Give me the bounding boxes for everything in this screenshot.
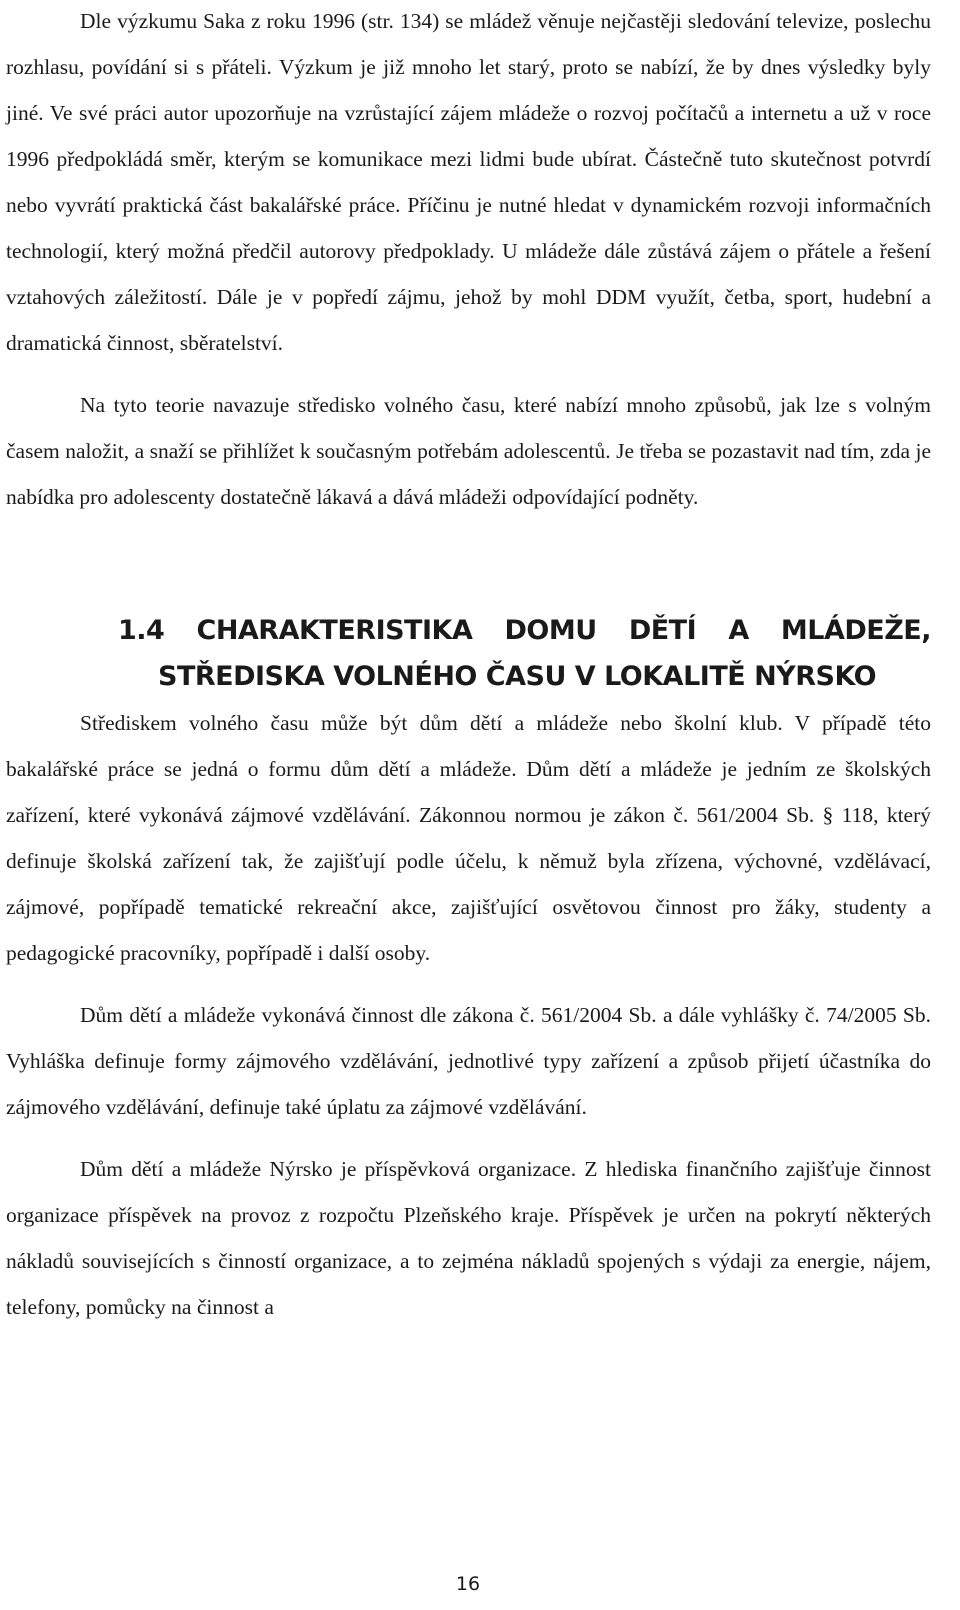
page-number: 16 (455, 1573, 481, 1595)
heading-word: DOMU (504, 615, 597, 646)
section-number: 1.4 (118, 615, 165, 646)
page-content (6, 0, 931, 1330)
paragraph-ddm-legislation: Dům dětí a mládeže vykonává činnost dle zákona č. 561/2004 Sb. a dále vyhlášky č. 74/2005 Sb. Vyhláška definuje formy zájmového vzdělávání, jednotlivé typy zařízení a způsob přijetí účastníka do zájmového vzdělávání, definuje také úplatu za zájmové vzdělávání. (6, 1003, 931, 1119)
paragraph-ddm-financing: Dům dětí a mládeže Nýrsko je příspěvková organizace. Z hlediska finančního zajišťuje činnost organizace příspěvek na provoz z rozpočtu Plzeňského kraje. Příspěvek je určen na pokrytí některých nákladů souvisejících s činností organizace, a to zejména nákladů spojených s výdaji za energie, nájem, telefony, pomůcky na činnost a (6, 1157, 931, 1319)
paragraph-saku-research: Dle výzkumu Saka z roku 1996 (str. 134) se mládež věnuje nejčastěji sledování televize, poslechu rozhlasu, povídání si s přáteli. Výzkum je již mnoho let starý, proto se nabízí, že by dnes výsledky byly jiné. Ve své práci autor upozorňuje na vzrůstající zájem mládeže o rozvoj počítačů a internetu a už v roce 1996 předpokládá směr, kterým se komunikace mezi lidmi bude ubírat. Částečně tuto skutečnost potvrdí nebo vyvrátí praktická část bakalářské práce. Příčinu je nutné hledat v dynamickém rozvoji informačních technologií, který možná předčil autorovy předpoklady. U mládeže dále zůstává zájem o přátele a řešení vztahových záležitostí. Dále je v popředí zájmu, jehož by mohl DDM využít, četba, sport, hudební a dramatická činnost, sběratelství. (6, 9, 931, 355)
section-heading-line1 (6, 608, 931, 654)
heading-word: MLÁDEŽE, (780, 615, 931, 646)
heading-word: DĚTÍ (628, 615, 697, 646)
heading-word: CHARAKTERISTIKA (196, 615, 473, 646)
paragraph-ddm-definition: Střediskem volného času může být dům dětí a mládeže nebo školní klub. V případě této bakalářské práce se jedná o formu dům dětí a mládeže. Dům dětí a mládeže je jedním ze školských zařízení, které vykonává zájmové vzdělávání. Zákonnou normou je zákon č. 561/2004 Sb. § 118, který definuje školská zařízení tak, že zajišťují podle účelu, k němuž byla zřízena, výchovné, vzdělávací, zájmové, popřípadě tematické rekreační akce, zajišťující osvětovou činnost pro žáky, studenty a pedagogické pracovníky, popřípadě i další osoby. (6, 711, 931, 965)
section-heading-line2: STŘEDISKA VOLNÉHO ČASU V LOKALITĚ NÝRSKO (158, 661, 877, 692)
paragraph-leisure-center-theories: Na tyto teorie navazuje středisko volného času, které nabízí mnoho způsobů, jak lze s volným časem naložit, a snaží se přihlížet k současným potřebám adolescentů. Je třeba se pozastavit nad tím, zda je nabídka pro adolescenty dostatečně lákavá a dává mládeži odpovídající podněty. (6, 393, 931, 509)
section-heading (6, 608, 931, 700)
heading-word: A (728, 615, 749, 646)
